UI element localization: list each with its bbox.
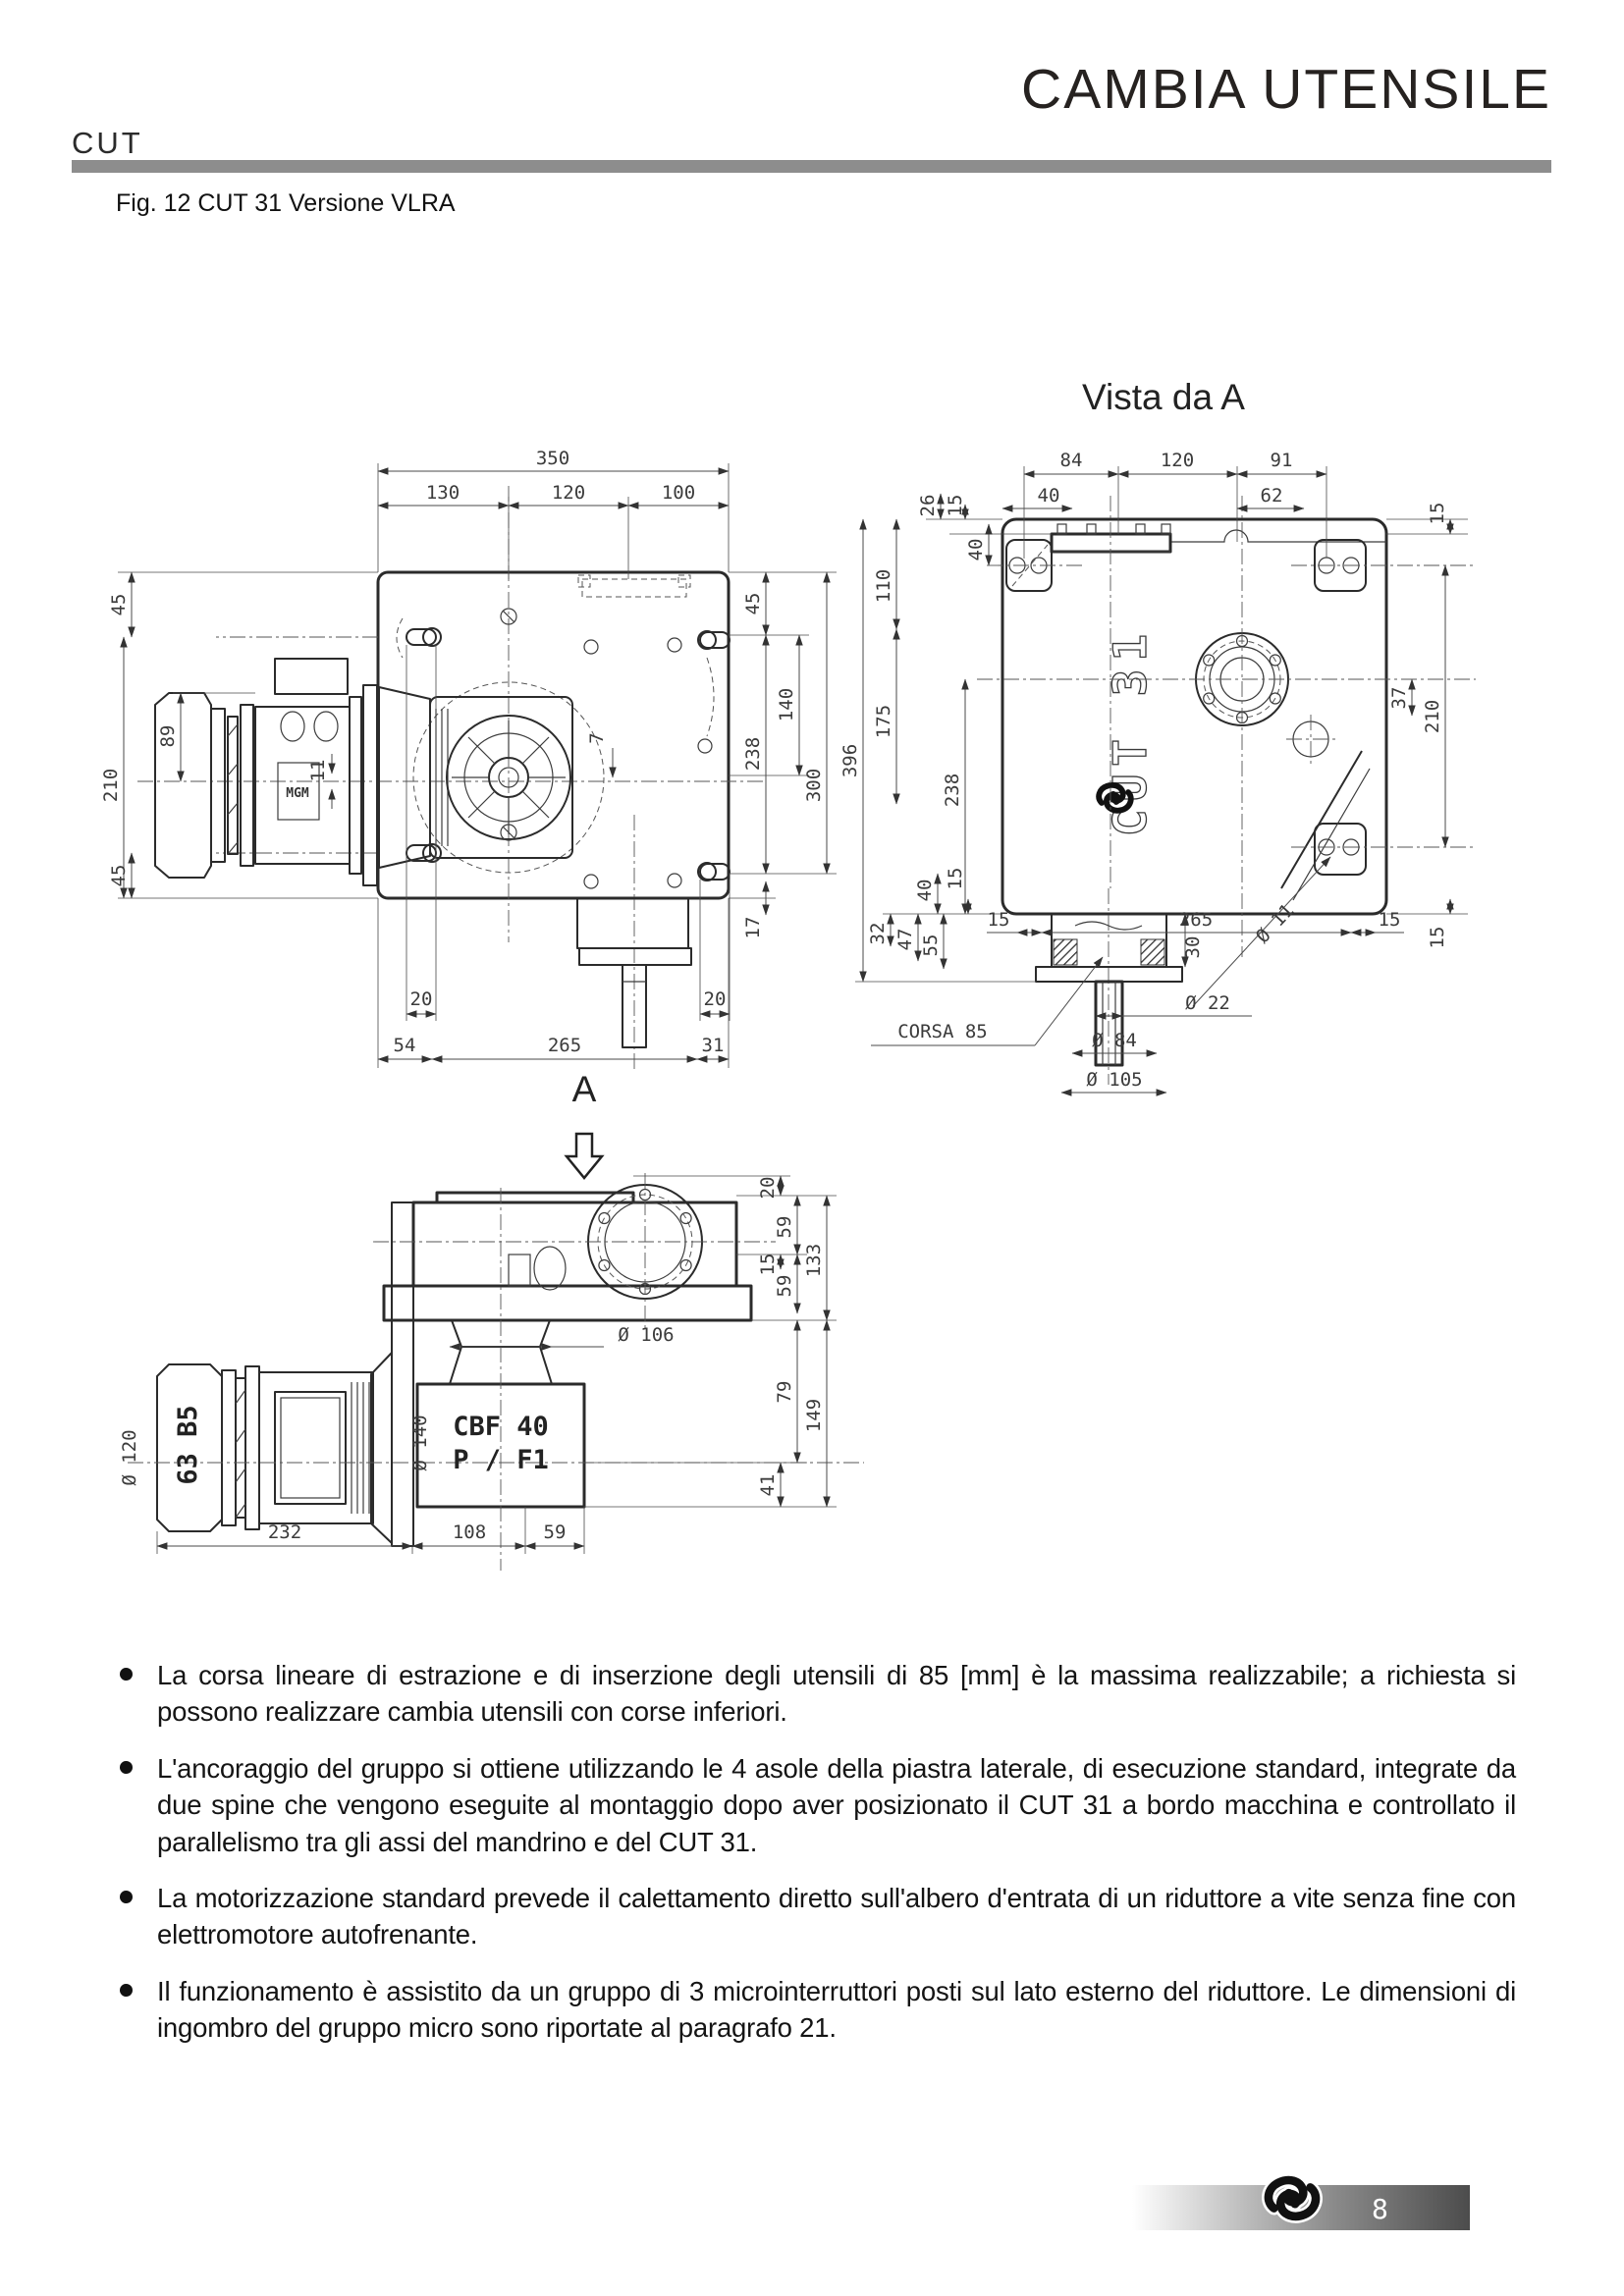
list-item bbox=[110, 1750, 1516, 1860]
dim-210: 210 bbox=[100, 768, 122, 803]
dim-corsa-85: CORSA 85 bbox=[897, 1021, 988, 1042]
dim-300: 300 bbox=[803, 768, 825, 803]
figure-caption: Fig. 12 CUT 31 Versione VLRA bbox=[116, 189, 456, 217]
dim-238: 238 bbox=[742, 736, 764, 772]
dim-79: 79 bbox=[774, 1380, 795, 1404]
side-view-a-drawing bbox=[839, 339, 1527, 1114]
section-view-drawing bbox=[88, 1041, 893, 1590]
dim-15-bottom-left: 15 bbox=[987, 909, 1010, 931]
dim-89: 89 bbox=[157, 724, 179, 748]
dim-54: 54 bbox=[393, 1035, 416, 1056]
dim-15-b: 15 bbox=[757, 1253, 779, 1276]
dim-265-a: 265 bbox=[1178, 909, 1214, 931]
section-view-geometry bbox=[128, 1173, 864, 1571]
dim-20-right: 20 bbox=[703, 988, 727, 1010]
list-item bbox=[110, 1880, 1516, 1953]
view-a-arrow-label: A bbox=[571, 1069, 597, 1109]
view-a-arrow bbox=[567, 1134, 602, 1178]
front-view-geometry bbox=[118, 463, 837, 1070]
dim-dia-120: Ø 120 bbox=[119, 1429, 140, 1486]
motor-size-label: 63 B5 bbox=[173, 1405, 203, 1485]
dim-133: 133 bbox=[803, 1243, 825, 1278]
dim-350: 350 bbox=[535, 448, 570, 469]
dim-15-top-left: 15 bbox=[945, 494, 966, 517]
dim-20-b: 20 bbox=[757, 1176, 779, 1200]
note-text: La corsa lineare di estrazione e di inserzione degli utensili di 85 [mm] è la massima realizzabile; a richiesta si possono realizzare cambia utensili con corse inferiori. bbox=[157, 1660, 1516, 1728]
dim-47: 47 bbox=[894, 928, 916, 951]
dim-100: 100 bbox=[661, 482, 696, 504]
dim-175: 175 bbox=[873, 704, 894, 739]
dim-40-lower: 40 bbox=[914, 879, 936, 902]
dim-32: 32 bbox=[867, 922, 889, 945]
dim-26: 26 bbox=[917, 494, 939, 517]
dim-396: 396 bbox=[839, 743, 861, 778]
dim-dia-22: Ø 22 bbox=[1185, 992, 1230, 1014]
bullet-icon bbox=[120, 1761, 133, 1774]
dim-15-right-bottom: 15 bbox=[1427, 926, 1448, 949]
gearbox-label-line2: P / F1 bbox=[453, 1445, 549, 1475]
bullet-icon bbox=[120, 1984, 133, 1997]
header-product-code: CUT bbox=[72, 126, 143, 160]
dim-84: 84 bbox=[1059, 450, 1083, 471]
dim-7: 7 bbox=[586, 732, 608, 744]
dim-120: 120 bbox=[551, 482, 586, 504]
dim-130: 130 bbox=[425, 482, 460, 504]
front-view-dimension-labels bbox=[100, 448, 825, 1056]
notes-list bbox=[110, 1657, 1516, 2066]
company-logo-icon bbox=[1255, 2163, 1363, 2234]
note-text: L'ancoraggio del gruppo si ottiene utilizzando le 4 asole della piastra laterale, di esecuzione standard, integrate da due spine che vengono eseguite al montaggio dopo aver posizionato il CUT 31 a bordo macchina e controllato il parallelismo tra gli assi del mandrino e del CUT 31. bbox=[157, 1752, 1516, 1857]
dim-45-bottom-left: 45 bbox=[108, 864, 130, 887]
dim-31: 31 bbox=[701, 1035, 725, 1056]
dim-40-lug: 40 bbox=[965, 538, 987, 561]
bullet-icon bbox=[120, 1891, 133, 1903]
dim-41: 41 bbox=[757, 1473, 779, 1497]
motor-brand-label: MGM bbox=[286, 786, 309, 801]
note-text: La motorizzazione standard prevede il calettamento diretto sull'albero d'entrata di un riduttore a vite senza fine con elettromotore autofrenante. bbox=[157, 1882, 1516, 1950]
dim-45-top-left: 45 bbox=[108, 593, 130, 616]
dim-140: 140 bbox=[776, 687, 797, 722]
dim-30: 30 bbox=[1182, 935, 1204, 959]
dim-265: 265 bbox=[547, 1035, 582, 1056]
dim-62: 62 bbox=[1260, 485, 1283, 507]
section-view-dimension-labels bbox=[119, 1177, 825, 1543]
dim-91: 91 bbox=[1270, 450, 1293, 471]
dim-59-bottom: 59 bbox=[543, 1522, 567, 1543]
list-item bbox=[110, 1973, 1516, 2047]
dim-210-a: 210 bbox=[1422, 699, 1443, 734]
dim-59-upper: 59 bbox=[774, 1215, 795, 1239]
dim-20-left: 20 bbox=[409, 988, 433, 1010]
dim-15-right-top: 15 bbox=[1427, 502, 1448, 525]
dim-dia-105: Ø 105 bbox=[1086, 1069, 1143, 1091]
page-title: CAMBIA UTENSILE bbox=[1021, 58, 1551, 121]
dim-40-top: 40 bbox=[1037, 485, 1060, 507]
dim-15-bottom-right: 15 bbox=[1378, 909, 1401, 931]
list-item bbox=[110, 1657, 1516, 1731]
dim-dia-106: Ø 106 bbox=[618, 1324, 675, 1346]
dim-55: 55 bbox=[920, 934, 942, 957]
dim-59-lower: 59 bbox=[774, 1274, 795, 1298]
cut31-cast-label: CUT 31 bbox=[1104, 625, 1157, 837]
dim-17: 17 bbox=[742, 916, 764, 939]
bullet-icon bbox=[120, 1668, 133, 1681]
dim-dia-11: Ø 11 bbox=[1251, 899, 1299, 948]
dim-108: 108 bbox=[452, 1522, 487, 1543]
dim-45-right: 45 bbox=[742, 592, 764, 615]
dim-149: 149 bbox=[803, 1398, 825, 1433]
dim-15-lower-left: 15 bbox=[945, 867, 966, 890]
front-view-drawing bbox=[79, 393, 854, 1080]
header-rule bbox=[72, 160, 1551, 173]
view-a-title: Vista da A bbox=[1082, 377, 1245, 417]
dim-232: 232 bbox=[267, 1522, 302, 1543]
dim-120-a: 120 bbox=[1160, 450, 1195, 471]
dim-238-a: 238 bbox=[942, 773, 963, 808]
dim-11: 11 bbox=[307, 759, 329, 782]
dim-110: 110 bbox=[873, 568, 894, 604]
dim-dia-140: Ø 140 bbox=[409, 1415, 431, 1471]
dim-dia-84: Ø 84 bbox=[1092, 1030, 1137, 1051]
gearbox-label-line1: CBF 40 bbox=[453, 1412, 549, 1442]
dim-37: 37 bbox=[1388, 686, 1410, 710]
page-number: 8 bbox=[1372, 2193, 1388, 2225]
note-text: Il funzionamento è assistito da un gruppo di 3 microinterruttori posti sul lato esterno del riduttore. Le dimensioni di ingombro del gruppo micro sono riportate al paragrafo 21. bbox=[157, 1975, 1516, 2044]
